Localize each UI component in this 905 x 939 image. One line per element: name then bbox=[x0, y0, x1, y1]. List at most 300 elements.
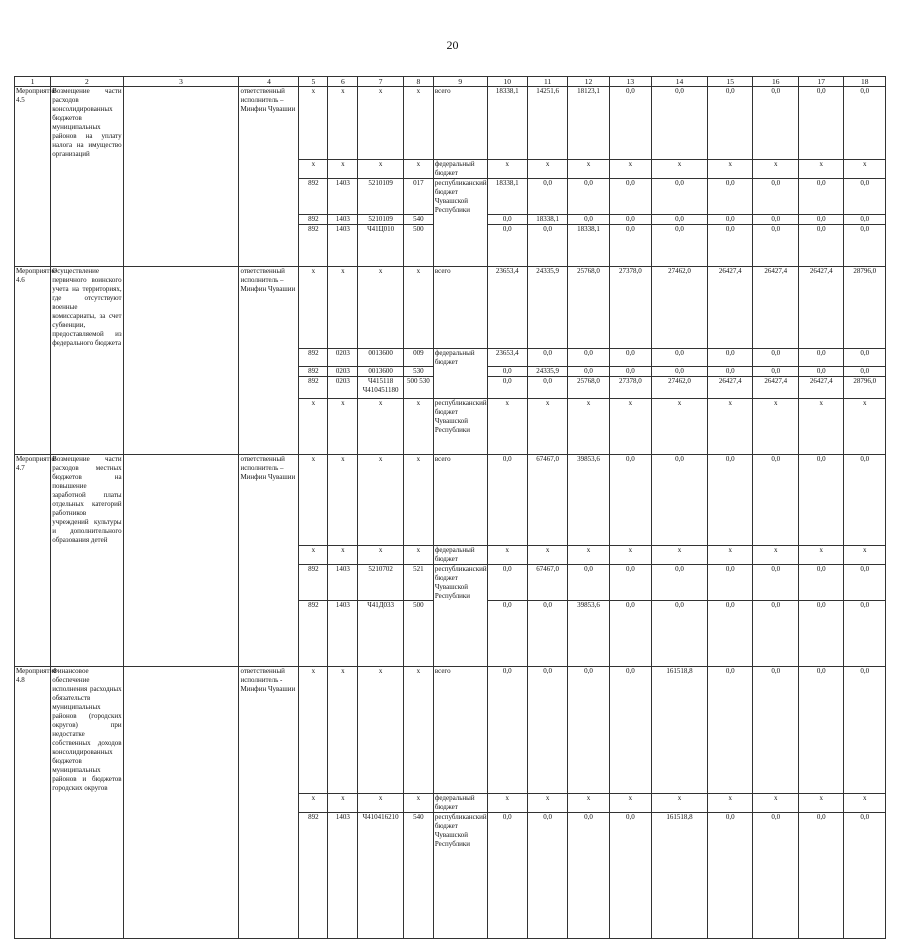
empty-cell bbox=[123, 159, 239, 178]
amount-cell: 0,0 bbox=[753, 455, 799, 546]
amount-cell: 0,0 bbox=[487, 812, 527, 938]
target-code-cell: 0013600 bbox=[358, 367, 404, 377]
empty-cell bbox=[123, 812, 239, 938]
amount-cell: x bbox=[652, 793, 708, 812]
amount-cell: 0,0 bbox=[527, 225, 567, 267]
amount-cell: 0,0 bbox=[844, 348, 886, 367]
target-code-cell: 0013600 bbox=[358, 348, 404, 367]
section-code-cell: 1403 bbox=[328, 225, 358, 267]
section-code-cell: 1403 bbox=[328, 178, 358, 215]
amount-cell: x bbox=[568, 793, 609, 812]
amount-cell: x bbox=[527, 793, 567, 812]
funding-source-cell bbox=[433, 225, 487, 267]
grbs-code-cell: 892 bbox=[299, 178, 328, 215]
amount-cell: 0,0 bbox=[527, 377, 567, 399]
amount-cell: 0,0 bbox=[707, 667, 753, 794]
section-code-cell: x bbox=[328, 87, 358, 160]
section-code-cell: x bbox=[328, 545, 358, 564]
header-cell: 12 bbox=[568, 77, 609, 87]
responsible-cell: ответственный исполнитель – Минфин Чувашии bbox=[239, 87, 299, 160]
amount-cell: 26427,4 bbox=[798, 377, 844, 399]
amount-cell: x bbox=[753, 793, 799, 812]
amount-cell: 0,0 bbox=[652, 348, 708, 367]
section-code-cell: 1403 bbox=[328, 601, 358, 667]
amount-cell: 0,0 bbox=[753, 367, 799, 377]
header-cell: 9 bbox=[433, 77, 487, 87]
amount-cell: 0,0 bbox=[753, 667, 799, 794]
amount-cell: 24335,9 bbox=[527, 267, 567, 349]
target-code-cell: Ч41Ц010 bbox=[358, 225, 404, 267]
funding-source-cell: республиканский бюджет Чувашской Республики bbox=[434, 564, 487, 600]
amount-cell: 0,0 bbox=[707, 367, 753, 377]
amount-cell: x bbox=[527, 399, 567, 455]
amount-cell: x bbox=[753, 159, 799, 178]
responsible-cell bbox=[239, 399, 299, 455]
amount-cell: 0,0 bbox=[707, 812, 753, 938]
amount-cell: 67467,0 bbox=[527, 564, 567, 601]
expense-type-cell: x bbox=[403, 455, 433, 546]
amount-cell: 0,0 bbox=[844, 225, 886, 267]
event-label-cell: Мероприятие 4.7 bbox=[15, 455, 51, 546]
table-row bbox=[15, 564, 886, 601]
amount-cell: x bbox=[568, 399, 609, 455]
header-cell: 11 bbox=[527, 77, 567, 87]
funding-source-cell: республиканский бюджет Чувашской Республики bbox=[434, 178, 487, 214]
amount-cell: x bbox=[609, 793, 651, 812]
amount-cell: 18338,1 bbox=[487, 87, 527, 160]
table-row bbox=[15, 601, 886, 667]
event-label-cell bbox=[15, 377, 51, 399]
section-code-cell: x bbox=[328, 455, 358, 546]
section-code-cell: x bbox=[328, 793, 358, 812]
amount-cell: 0,0 bbox=[844, 564, 886, 601]
expense-type-cell: 521 bbox=[403, 564, 433, 601]
amount-cell: x bbox=[798, 793, 844, 812]
amount-cell: 0,0 bbox=[753, 601, 799, 667]
event-description-cell bbox=[51, 348, 123, 367]
amount-cell: 0,0 bbox=[568, 367, 609, 377]
amount-cell: 18338,1 bbox=[527, 215, 567, 225]
expense-type-cell: 500 bbox=[403, 225, 433, 267]
amount-cell: 25768,0 bbox=[568, 377, 609, 399]
amount-cell: 0,0 bbox=[652, 367, 708, 377]
grbs-code-cell: 892 bbox=[299, 601, 328, 667]
event-label-cell: Мероприятие 4.6 bbox=[15, 267, 51, 349]
empty-cell bbox=[123, 267, 239, 349]
amount-cell: 25768,0 bbox=[568, 267, 609, 349]
responsible-cell bbox=[239, 601, 299, 667]
header-cell: 6 bbox=[328, 77, 358, 87]
event-description-cell bbox=[51, 159, 123, 178]
amount-cell: 0,0 bbox=[609, 812, 651, 938]
empty-cell bbox=[123, 545, 239, 564]
responsible-cell: ответственный исполнитель – Минфин Чувашии bbox=[239, 267, 299, 349]
amount-cell: 0,0 bbox=[753, 564, 799, 601]
grbs-code-cell: 892 bbox=[299, 215, 328, 225]
event-label-cell: Мероприятие 4.5 bbox=[15, 87, 51, 160]
amount-cell: 18338,1 bbox=[568, 225, 609, 267]
amount-cell: x bbox=[568, 545, 609, 564]
table-row bbox=[15, 455, 886, 546]
amount-cell: 0,0 bbox=[527, 667, 567, 794]
amount-cell: x bbox=[707, 399, 753, 455]
expense-type-cell: x bbox=[403, 399, 433, 455]
responsible-cell bbox=[239, 225, 299, 267]
table-row bbox=[15, 793, 886, 812]
amount-cell: 0,0 bbox=[798, 601, 844, 667]
header-cell: 1 bbox=[15, 77, 51, 87]
amount-cell: 0,0 bbox=[798, 225, 844, 267]
amount-cell: x bbox=[609, 159, 651, 178]
empty-cell bbox=[123, 793, 239, 812]
header-cell: 7 bbox=[358, 77, 404, 87]
event-label-cell bbox=[15, 225, 51, 267]
amount-cell: 0,0 bbox=[707, 601, 753, 667]
target-code-cell: x bbox=[358, 159, 404, 178]
target-code-cell: x bbox=[358, 793, 404, 812]
responsible-cell bbox=[239, 178, 299, 215]
funding-source-cell: республиканский бюджет Чувашской Республики bbox=[433, 399, 487, 455]
amount-cell: 0,0 bbox=[753, 348, 799, 367]
amount-cell: 0,0 bbox=[487, 215, 527, 225]
amount-cell: x bbox=[487, 793, 527, 812]
amount-cell: x bbox=[652, 545, 708, 564]
grbs-code-cell: 892 bbox=[299, 225, 328, 267]
amount-cell: x bbox=[652, 399, 708, 455]
amount-cell: 0,0 bbox=[753, 178, 799, 215]
amount-cell: 0,0 bbox=[487, 564, 527, 601]
amount-cell: 18123,1 bbox=[568, 87, 609, 160]
target-code-cell: x bbox=[358, 667, 404, 794]
funding-source-cell: всего bbox=[433, 267, 487, 349]
amount-cell: 0,0 bbox=[568, 215, 609, 225]
amount-cell: 0,0 bbox=[609, 87, 651, 160]
amount-cell: 0,0 bbox=[844, 601, 886, 667]
amount-cell: 0,0 bbox=[609, 367, 651, 377]
amount-cell: 0,0 bbox=[609, 564, 651, 601]
amount-cell: x bbox=[798, 399, 844, 455]
section-code-cell: x bbox=[328, 267, 358, 349]
amount-cell: 0,0 bbox=[844, 812, 886, 938]
event-description-cell bbox=[51, 399, 123, 455]
funding-source-cell: всего bbox=[433, 87, 487, 160]
section-code-cell: 1403 bbox=[328, 812, 358, 938]
expense-type-cell: 540 bbox=[403, 215, 433, 225]
expense-type-cell: 009 bbox=[403, 348, 433, 367]
amount-cell: 0,0 bbox=[844, 667, 886, 794]
table-row bbox=[15, 545, 886, 564]
header-cell: 13 bbox=[609, 77, 651, 87]
amount-cell: 26427,4 bbox=[707, 377, 753, 399]
table-row bbox=[15, 225, 886, 267]
expense-type-cell: 017 bbox=[403, 178, 433, 215]
grbs-code-cell: 892 bbox=[299, 348, 328, 367]
amount-cell: x bbox=[568, 159, 609, 178]
amount-cell: x bbox=[487, 159, 527, 178]
grbs-code-cell: x bbox=[299, 455, 328, 546]
event-description-cell bbox=[51, 367, 123, 377]
amount-cell: 0,0 bbox=[609, 225, 651, 267]
responsible-cell: ответственный исполнитель – Минфин Чувашии bbox=[239, 455, 299, 546]
funding-source-cell: федеральный бюджет bbox=[433, 545, 487, 564]
amount-cell: 0,0 bbox=[844, 178, 886, 215]
responsible-cell bbox=[239, 545, 299, 564]
empty-cell bbox=[123, 601, 239, 667]
expense-type-cell: 500 530 bbox=[403, 377, 433, 399]
empty-cell bbox=[123, 399, 239, 455]
amount-cell: 14251,6 bbox=[527, 87, 567, 160]
amount-cell: 27378,0 bbox=[609, 267, 651, 349]
amount-cell: 67467,0 bbox=[527, 455, 567, 546]
grbs-code-cell: x bbox=[299, 399, 328, 455]
event-description-cell: Возмещение части расходов консолидированных бюджетов муниципальных районов на уплату налога на имущество организаций bbox=[52, 87, 122, 158]
amount-cell: x bbox=[487, 399, 527, 455]
amount-cell: 0,0 bbox=[798, 455, 844, 546]
responsible-cell bbox=[239, 812, 299, 938]
table-row bbox=[15, 812, 886, 938]
event-label-cell bbox=[15, 812, 51, 938]
amount-cell: 0,0 bbox=[527, 812, 567, 938]
amount-cell: 0,0 bbox=[844, 215, 886, 225]
amount-cell: x bbox=[609, 399, 651, 455]
amount-cell: 0,0 bbox=[487, 667, 527, 794]
amount-cell: 0,0 bbox=[753, 812, 799, 938]
expense-type-cell: x bbox=[403, 545, 433, 564]
amount-cell: 0,0 bbox=[798, 812, 844, 938]
amount-cell: 0,0 bbox=[487, 455, 527, 546]
event-label-cell bbox=[15, 601, 51, 667]
header-cell: 8 bbox=[403, 77, 433, 87]
responsible-cell bbox=[239, 377, 299, 399]
event-label-cell bbox=[15, 793, 51, 812]
event-description-cell: Финансовое обеспечение исполнения расходных обязательств муниципальных районов (городских округов) при недостатке собственных доходов консолидированных бюджетов муниципальных районов и бюджетов городских округов bbox=[52, 667, 122, 792]
section-code-cell: 1403 bbox=[328, 564, 358, 601]
amount-cell: 23653,4 bbox=[487, 267, 527, 349]
header-cell: 10 bbox=[487, 77, 527, 87]
grbs-code-cell: 892 bbox=[299, 367, 328, 377]
table-row bbox=[15, 367, 886, 377]
grbs-code-cell: 892 bbox=[299, 564, 328, 601]
responsible-cell bbox=[239, 793, 299, 812]
amount-cell: 0,0 bbox=[652, 215, 708, 225]
event-description-cell bbox=[51, 601, 123, 667]
amount-cell: 161518,8 bbox=[652, 667, 708, 794]
funding-source-cell: всего bbox=[433, 455, 487, 546]
amount-cell: 0,0 bbox=[568, 812, 609, 938]
empty-cell bbox=[123, 225, 239, 267]
amount-cell: x bbox=[798, 159, 844, 178]
target-code-cell: x bbox=[358, 545, 404, 564]
amount-cell: 0,0 bbox=[527, 348, 567, 367]
event-description-cell bbox=[51, 215, 123, 225]
funding-source-cell bbox=[433, 601, 487, 667]
amount-cell: 26427,4 bbox=[753, 267, 799, 349]
amount-cell: 0,0 bbox=[798, 215, 844, 225]
section-code-cell: 0203 bbox=[328, 367, 358, 377]
amount-cell: 26427,4 bbox=[798, 267, 844, 349]
responsible-cell bbox=[239, 159, 299, 178]
event-description-cell bbox=[51, 225, 123, 267]
empty-cell bbox=[123, 367, 239, 377]
funding-source-cell: федеральный бюджет bbox=[433, 348, 487, 367]
amount-cell: 27462,0 bbox=[652, 377, 708, 399]
target-code-cell: x bbox=[358, 267, 404, 349]
empty-cell bbox=[123, 564, 239, 601]
section-code-cell: x bbox=[328, 399, 358, 455]
amount-cell: 0,0 bbox=[609, 215, 651, 225]
amount-cell: x bbox=[487, 545, 527, 564]
amount-cell: 0,0 bbox=[487, 367, 527, 377]
responsible-cell bbox=[239, 348, 299, 367]
amount-cell: 0,0 bbox=[844, 367, 886, 377]
section-code-cell: x bbox=[328, 159, 358, 178]
expense-type-cell: x bbox=[403, 159, 433, 178]
header-cell: 15 bbox=[707, 77, 753, 87]
amount-cell: 0,0 bbox=[609, 348, 651, 367]
header-cell: 2 bbox=[51, 77, 123, 87]
amount-cell: 0,0 bbox=[609, 455, 651, 546]
event-label-cell bbox=[15, 367, 51, 377]
table-row bbox=[15, 377, 886, 399]
table-row bbox=[15, 399, 886, 455]
amount-cell: 0,0 bbox=[568, 348, 609, 367]
table-row bbox=[15, 667, 886, 794]
amount-cell: 0,0 bbox=[568, 178, 609, 215]
event-description-cell: Возмещение части расходов местных бюджетов на повышение заработной платы отдельных категорий работников учреждений культуры и дополнительного образования детей bbox=[52, 455, 122, 544]
empty-cell bbox=[123, 667, 239, 794]
amount-cell: 0,0 bbox=[707, 215, 753, 225]
amount-cell: 28796,0 bbox=[844, 267, 886, 349]
event-label-cell bbox=[15, 159, 51, 178]
page-number: 20 bbox=[446, 38, 459, 52]
target-code-cell: x bbox=[358, 399, 404, 455]
amount-cell: 0,0 bbox=[609, 601, 651, 667]
header-cell: 17 bbox=[798, 77, 844, 87]
amount-cell: 0,0 bbox=[707, 225, 753, 267]
event-label-cell bbox=[15, 399, 51, 455]
amount-cell: 0,0 bbox=[798, 564, 844, 601]
amount-cell: x bbox=[707, 793, 753, 812]
header-cell: 16 bbox=[753, 77, 799, 87]
empty-cell bbox=[123, 215, 239, 225]
header-cell: 3 bbox=[123, 77, 239, 87]
event-label-cell bbox=[15, 564, 51, 601]
table-row bbox=[15, 348, 886, 367]
funding-source-cell bbox=[433, 377, 487, 399]
funding-source-cell bbox=[433, 367, 487, 377]
amount-cell: 0,0 bbox=[753, 225, 799, 267]
section-code-cell: 0203 bbox=[328, 348, 358, 367]
funding-source-cell bbox=[433, 215, 487, 225]
amount-cell: 27378,0 bbox=[609, 377, 651, 399]
amount-cell: 26427,4 bbox=[753, 377, 799, 399]
empty-cell bbox=[123, 348, 239, 367]
amount-cell: 0,0 bbox=[487, 601, 527, 667]
amount-cell: 0,0 bbox=[798, 367, 844, 377]
table-row bbox=[15, 87, 886, 160]
amount-cell: x bbox=[707, 545, 753, 564]
header-cell: 4 bbox=[239, 77, 299, 87]
target-code-cell: 5210702 bbox=[358, 564, 404, 601]
table-row bbox=[15, 178, 886, 215]
amount-cell: 0,0 bbox=[844, 455, 886, 546]
amount-cell: 0,0 bbox=[609, 178, 651, 215]
event-label-cell bbox=[15, 215, 51, 225]
expense-type-cell: x bbox=[403, 793, 433, 812]
amount-cell: x bbox=[753, 545, 799, 564]
event-description-cell bbox=[51, 377, 123, 399]
grbs-code-cell: x bbox=[299, 87, 328, 160]
event-description-cell bbox=[51, 545, 123, 564]
target-code-cell: Ч410416210 bbox=[358, 812, 404, 938]
amount-cell: 0,0 bbox=[487, 377, 527, 399]
amount-cell: x bbox=[798, 545, 844, 564]
event-description-cell: Осуществление первичного воинского учета на территориях, где отсутствуют военные комиссариаты, за счет субвенции, предоставляемой из федерального бюджета bbox=[52, 267, 122, 347]
event-label-cell bbox=[15, 348, 51, 367]
amount-cell: 28796,0 bbox=[844, 377, 886, 399]
event-description-cell bbox=[51, 178, 123, 215]
funding-source-cell: всего bbox=[433, 667, 487, 794]
amount-cell: x bbox=[844, 793, 886, 812]
header-cell: 14 bbox=[652, 77, 708, 87]
empty-cell bbox=[123, 455, 239, 546]
amount-cell: 0,0 bbox=[707, 87, 753, 160]
section-code-cell: 0203 bbox=[328, 377, 358, 399]
amount-cell: 161518,8 bbox=[652, 812, 708, 938]
expense-type-cell: 530 bbox=[403, 367, 433, 377]
empty-cell bbox=[123, 87, 239, 160]
table-row bbox=[15, 159, 886, 178]
target-code-cell: x bbox=[358, 87, 404, 160]
amount-cell: 23653,4 bbox=[487, 348, 527, 367]
target-code-cell: x bbox=[358, 455, 404, 546]
amount-cell: x bbox=[844, 399, 886, 455]
target-code-cell: 5210109 bbox=[358, 178, 404, 215]
amount-cell: 39853,6 bbox=[568, 455, 609, 546]
amount-cell: 0,0 bbox=[707, 178, 753, 215]
amount-cell: 0,0 bbox=[753, 215, 799, 225]
empty-cell bbox=[123, 178, 239, 215]
amount-cell: 26427,4 bbox=[707, 267, 753, 349]
grbs-code-cell: x bbox=[299, 159, 328, 178]
event-label-cell bbox=[15, 178, 51, 215]
table-row bbox=[15, 267, 886, 349]
grbs-code-cell: x bbox=[299, 267, 328, 349]
amount-cell: 0,0 bbox=[844, 87, 886, 160]
header-cell: 5 bbox=[299, 77, 328, 87]
expense-type-cell: x bbox=[403, 267, 433, 349]
empty-cell bbox=[123, 377, 239, 399]
table-row bbox=[15, 215, 886, 225]
header-cell: 18 bbox=[844, 77, 886, 87]
grbs-code-cell: 892 bbox=[299, 812, 328, 938]
amount-cell: 0,0 bbox=[753, 87, 799, 160]
amount-cell: 0,0 bbox=[798, 667, 844, 794]
amount-cell: x bbox=[527, 159, 567, 178]
section-code-cell: 1403 bbox=[328, 215, 358, 225]
amount-cell: 24335,9 bbox=[527, 367, 567, 377]
header-row bbox=[15, 77, 886, 87]
expense-type-cell: 500 bbox=[403, 601, 433, 667]
funding-source-cell: федеральный бюджет bbox=[433, 159, 487, 178]
expense-type-cell: 540 bbox=[403, 812, 433, 938]
amount-cell: 27462,0 bbox=[652, 267, 708, 349]
amount-cell: 0,0 bbox=[527, 178, 567, 215]
amount-cell: 18338,1 bbox=[487, 178, 527, 215]
amount-cell: 0,0 bbox=[652, 564, 708, 601]
event-description-cell bbox=[51, 812, 123, 938]
amount-cell: 0,0 bbox=[798, 178, 844, 215]
